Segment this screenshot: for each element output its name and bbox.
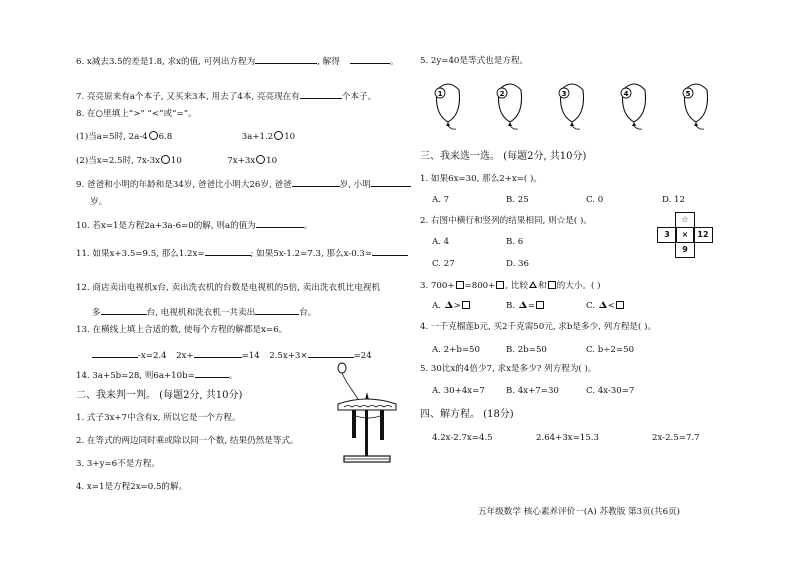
choice-3-question: 3. 700+ =800+ , 比较 和 的大小。( ) — [420, 281, 601, 291]
triangle-icon — [445, 301, 453, 308]
equation-3: 2x-2.5=7.7 — [652, 433, 700, 443]
choice-5-question: 5. 30比x的4倍少7, 求x是多少? 列方程为( )。 — [420, 364, 597, 374]
blank[interactable] — [371, 177, 411, 187]
compare-circle[interactable] — [161, 155, 170, 164]
question-8-part-2: (2)当x=2.5时, 7x-3x 10 7x+3x 10 — [76, 156, 278, 166]
triangle-icon — [599, 301, 607, 308]
compare-circle[interactable] — [149, 131, 158, 140]
blank[interactable] — [255, 54, 317, 64]
option-d[interactable]: D. 12 — [662, 195, 685, 205]
choice-4-question: 4. 一千克榴莲b元, 买2千克需50元, 求b是多少, 列方程是( )。 — [420, 322, 657, 332]
option-b[interactable]: B. = — [506, 301, 586, 312]
choice-1-options — [432, 195, 685, 206]
judge-3: 3. 3+y=6不是方程。 — [76, 459, 161, 469]
balloon-label: 2 — [499, 90, 505, 98]
option-c[interactable]: C. < — [586, 301, 625, 311]
grid-cell-right: 12 — [693, 227, 713, 243]
balloon-label: 3 — [561, 90, 567, 98]
option-a[interactable]: A. 7 — [432, 195, 450, 205]
balloon-icon[interactable] — [490, 80, 530, 132]
option-c[interactable]: C. 4x-30=7 — [586, 386, 635, 396]
balloon-icon[interactable] — [676, 80, 716, 132]
blank[interactable] — [256, 218, 304, 228]
question-7: 7. 亮亮原来有a个本子, 又买来3本, 用去了4本, 亮亮现在有 个本子。 — [76, 89, 376, 103]
option-a[interactable]: A. 2+b=50 — [432, 345, 480, 355]
blank[interactable] — [92, 348, 138, 358]
balloon-label: 1 — [437, 90, 443, 98]
grid-cell-top: ☆ — [675, 212, 695, 228]
question-13-equations: -x=2.4 2x+ =14 2.5x+3× =24 — [92, 348, 372, 362]
question-8: 8. 在○里填上“>” “<”或“=”。 — [76, 109, 197, 119]
grid-cell-mid: × — [675, 227, 695, 243]
question-6: 6. x减去3.5的差是1.8, 求x的值, 可列出方程为 , 解得 。 — [76, 54, 398, 68]
cross-number-grid — [655, 212, 715, 260]
blank[interactable] — [205, 246, 251, 256]
blank[interactable] — [308, 348, 354, 358]
question-9: 9. 爸爸和小明的年龄和是34岁, 爸爸比小明大26岁, 爸爸 岁, 小明 — [76, 177, 411, 191]
choice-2-question: 2. 右图中横行和竖列的结果相同, 则☆是( )。 — [420, 216, 592, 226]
blank[interactable] — [372, 246, 408, 256]
square-icon — [536, 301, 544, 309]
balloon-label: 5 — [685, 90, 691, 98]
blank[interactable] — [195, 368, 229, 378]
judge-2: 2. 在等式的两边同时乘或除以同一个数, 结果仍然是等式。 — [76, 436, 299, 446]
blank[interactable] — [101, 305, 147, 315]
option-c[interactable]: C. 27 — [432, 259, 455, 269]
balloon-label: 4 — [623, 90, 629, 98]
section-4-title: 四、解方程。 (18分) — [420, 409, 514, 420]
blank[interactable] — [350, 54, 390, 64]
choice-1-question: 1. 如果6x=30, 那么2+x=( )。 — [420, 174, 542, 184]
balloon-icon[interactable] — [614, 80, 654, 132]
option-b[interactable]: B. 4x+7=30 — [506, 386, 559, 396]
blank[interactable] — [255, 305, 299, 315]
question-13: 13. 在横线上填上合适的数, 使每个方程的解都是x=6。 — [76, 325, 288, 335]
option-d[interactable]: D. 36 — [506, 259, 529, 269]
square-icon — [548, 281, 556, 289]
judge-1: 1. 式子3x+7中含有x, 所以它是一个方程。 — [76, 413, 241, 423]
square-icon — [616, 301, 624, 309]
question-14: 14. 3a+5b=28, 则6a+10b= 。 — [76, 368, 237, 382]
section-2-title: 二、我来判一判。 (每题2分, 共10分) — [76, 390, 243, 401]
equation-1: 4.2x-2.7x=4.5 — [432, 433, 493, 443]
blank[interactable] — [292, 177, 340, 187]
option-a[interactable]: A. 4 — [432, 237, 450, 247]
triangle-icon — [529, 281, 537, 288]
choice-3-options — [432, 301, 625, 312]
square-icon — [462, 301, 470, 309]
choice-5-options — [432, 386, 634, 397]
page-footer: 五年级数学 核心素养评价一(A) 苏教版 第3页(共6页) — [478, 507, 681, 517]
section-3-title: 三、我来选一选。 (每题2分, 共10分) — [420, 151, 587, 162]
square-icon — [496, 281, 504, 289]
choice-2-options-2 — [432, 259, 529, 270]
question-12-cont: 多 台, 电视机和洗衣机一共卖出 台。 — [92, 305, 316, 319]
compare-circle[interactable] — [256, 155, 265, 164]
judge-5: 5. 2y=40是等式也是方程。 — [420, 56, 529, 66]
grid-cell-left: 3 — [657, 227, 677, 243]
balloon-icon[interactable] — [552, 80, 592, 132]
choice-2-options-1 — [432, 237, 523, 248]
question-10: 10. 若x=1是方程2a+3a-6=0的解, 则a的值为 。 — [76, 218, 312, 232]
blank[interactable] — [300, 89, 342, 99]
option-c[interactable]: C. 0 — [586, 195, 604, 205]
option-b[interactable]: B. 2b=50 — [506, 345, 547, 355]
judge-4: 4. x=1是方程2x=0.5的解。 — [76, 482, 188, 492]
square-icon — [456, 281, 464, 289]
triangle-icon — [519, 301, 527, 308]
equation-2: 2.64+3x=15.3 — [536, 433, 599, 443]
blank[interactable] — [194, 348, 242, 358]
question-12: 12. 商店卖出电视机x台, 卖出洗衣机的台数是电视机的5倍, 卖出洗衣机比电视机 — [76, 283, 381, 293]
compare-circle[interactable] — [274, 131, 283, 140]
option-b[interactable]: B. 25 — [506, 195, 529, 205]
grid-cell-bottom: 9 — [675, 242, 695, 258]
option-c[interactable]: C. b÷2=50 — [586, 345, 635, 355]
option-a[interactable]: A. 30+4x=7 — [432, 386, 485, 396]
question-8-part-1: (1)当a=5时, 2a-4 6.8 3a+1.2 10 — [76, 132, 296, 142]
carousel-illustration — [330, 360, 398, 472]
balloon-row — [428, 80, 728, 140]
question-11: 11. 如果x+3.5=9.5, 那么1.2x= ; 如果5x-1.2=7.3, 那么x-0.3= — [76, 246, 408, 260]
balloon-icon[interactable] — [428, 80, 468, 132]
choice-4-options — [432, 345, 634, 356]
question-9-cont: 岁。 — [90, 197, 108, 207]
option-a[interactable]: A. > — [432, 301, 506, 312]
option-b[interactable]: B. 6 — [506, 237, 524, 247]
